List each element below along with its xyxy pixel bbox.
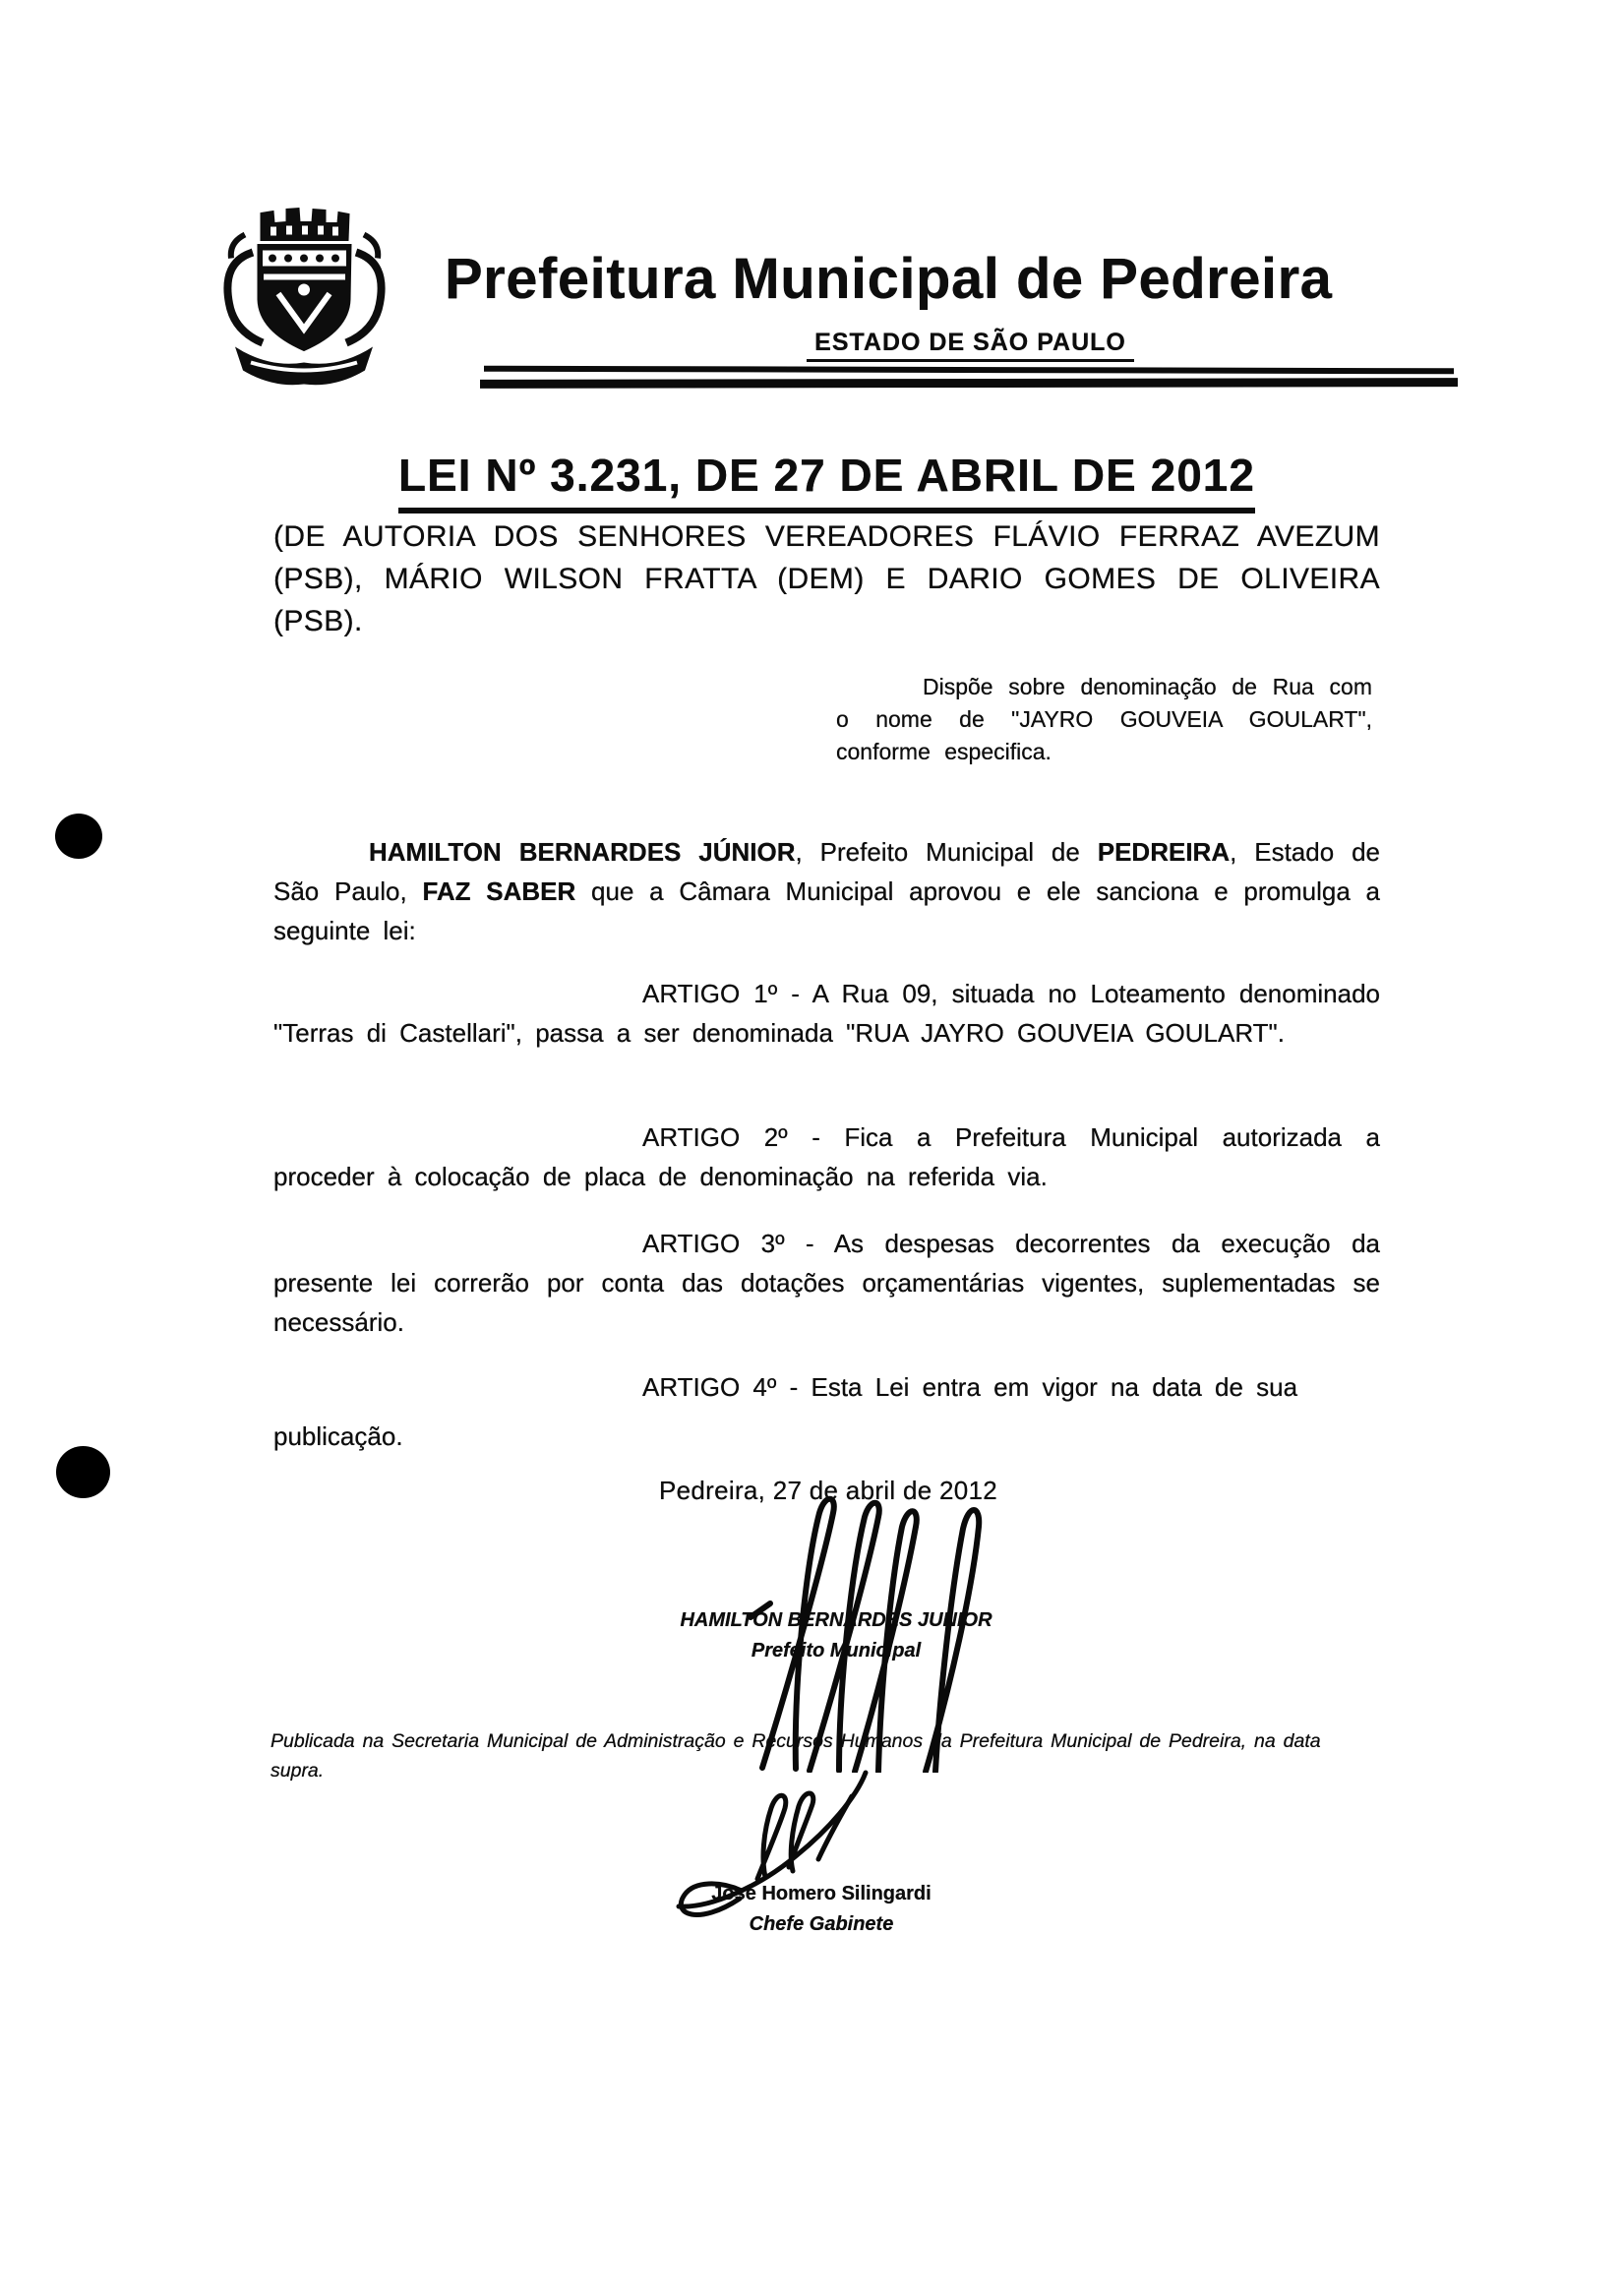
- hole-punch-mark: [56, 1446, 110, 1498]
- header-rule-bottom: [480, 378, 1458, 389]
- chief-signature-scribble: [669, 1759, 920, 1924]
- preamble-sep1: , Prefeito Municipal de: [795, 837, 1098, 867]
- hole-punch-mark: [55, 814, 102, 859]
- article-paragraph-1: ARTIGO 1º - A Rua 09, situada no Loteamento denominado "Terras di Castellari", passa a ser denominada "RUA JAYRO GOUVEIA GOULART".: [273, 979, 1380, 1048]
- coat-of-arms-icon: [202, 197, 398, 389]
- mayor-signature-scribble: [733, 1487, 1018, 1773]
- law-authorship: (DE AUTORIA DOS SENHORES VEREADORES FLÁVIO FERRAZ AVEZUM (PSB), MÁRIO WILSON FRATTA (DEM) E DARIO GOMES DE OLIVEIRA (PSB).: [273, 520, 1380, 637]
- law-summary: Dispõe sobre denominação de Rua com o nome de "JAYRO GOUVEIA GOULART", conforme especifica.: [836, 674, 1372, 764]
- law-preamble: [273, 832, 1380, 950]
- city-name-inline: PEDREIRA: [1097, 837, 1231, 867]
- dateline: Pedreira, 27 de abril de 2012: [659, 1476, 998, 1505]
- article-paragraph-4: ARTIGO 4º - Esta Lei entra em vigor na data de sua: [642, 1372, 1298, 1402]
- org-subtitle: ESTADO DE SÃO PAULO: [807, 329, 1134, 362]
- article-paragraph-3: ARTIGO 3º - As despesas decorrentes da execução da presente lei correrão por conta das dotações orçamentárias vigentes, suplementadas se necessário.: [273, 1229, 1380, 1337]
- header-rule-top: [484, 366, 1454, 375]
- publication-note: Publicada na Secretaria Municipal de Administração e Recursos Humanos da Prefeitura Municipal de Pedreira, na data supra.: [270, 1730, 1321, 1782]
- mayor-name-inline: HAMILTON BERNARDES JÚNIOR: [369, 837, 796, 867]
- org-subtitle-wrap: [487, 329, 1454, 362]
- org-name: Prefeitura Municipal de Pedreira: [445, 247, 1333, 311]
- article-4-continuation: publicação.: [273, 1421, 403, 1451]
- preamble-rest: que a Câmara Municipal aprovou e ele sanciona e promulga a seguinte lei:: [273, 876, 1381, 945]
- article-paragraph-2: ARTIGO 2º - Fica a Prefeitura Municipal autorizada a proceder à colocação de placa de denominação na referida via.: [273, 1122, 1380, 1191]
- preamble-sep2: , Estado de São Paulo,: [273, 837, 1380, 906]
- law-title-wrap: [273, 449, 1380, 514]
- mayor-signature-name: HAMILTON BERNARDES JUNIOR: [680, 1609, 992, 1631]
- chief-signature-name: José Homero Silingardi: [711, 1883, 932, 1904]
- mayor-signature-role: Prefeito Municipal: [751, 1640, 922, 1662]
- law-title: LEI Nº 3.231, DE 27 DE ABRIL DE 2012: [398, 449, 1255, 514]
- chief-signature-role: Chefe Gabinete: [749, 1913, 894, 1935]
- faz-saber-inline: FAZ SABER: [422, 876, 576, 906]
